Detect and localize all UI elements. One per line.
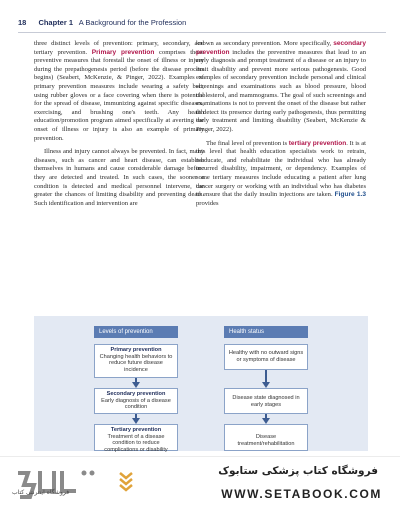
setabook-logo — [14, 463, 106, 507]
status-box-treatment: Disease treatment/rehabilitation — [224, 424, 308, 451]
body-text: known as secondary prevention. More specifically, — [196, 40, 334, 47]
site-footer — [0, 456, 400, 515]
paragraph — [34, 40, 204, 143]
shop-name: فروشگاه کتاب پزشکی ستابوک — [218, 465, 378, 477]
level-desc: Early diagnosis of a disease condition — [101, 397, 171, 411]
key-term: secondary prevention — [196, 40, 366, 56]
body-text: . It is at this level that health education specialists work to retrain, reeducate, and rehabilitate the individual who has already incurred disability, impairment, or dependency. Examples of some tertiary measures include educating a patient after lung cancer surgery or working with an individual who has diabetes to ensure that the daily insulin injections are taken. — [196, 139, 367, 199]
chapter-title: A Background for the Profession — [78, 18, 187, 27]
status-box-healthy: Healthy with no outward signs or symptoms of disease — [224, 344, 308, 370]
secondary-prevention-box — [94, 388, 178, 414]
page-header — [18, 18, 386, 30]
primary-prevention-box — [94, 344, 178, 378]
body-text: provides — [196, 199, 219, 207]
body-text: three distinct levels of prevention: primary, secondary, and tertiary prevention. — [34, 40, 204, 56]
logo-caption: فروشگاه اینترنتی کتاب — [12, 489, 70, 496]
page-number: 18 — [18, 18, 27, 27]
body-text: The final level of prevention is — [206, 139, 289, 147]
level-desc: Treatment of a disease condition to reduce complications or disability — [104, 433, 168, 453]
body-text: Illness and injury cannot always be prevented. In fact, many diseases, such as cancer and heart disease, can establish themselves in humans and cause considerable damage before they are detected and treated. In such cases, the sooner a condition is detected and medical personnel intervene, the greater the chances of limiting disability and preventing death. Such identification and intervention are — [34, 148, 204, 207]
chapter-label: Chapter 1 — [38, 18, 74, 27]
paragraph — [196, 140, 366, 209]
shop-url: WWW.SETABOOK.COM — [221, 487, 382, 501]
status-header: Health status — [224, 326, 308, 338]
level-title: Tertiary prevention — [110, 427, 162, 433]
tertiary-prevention-box — [94, 424, 178, 451]
figure-reference-link[interactable]: Figure 1.3 — [334, 191, 366, 199]
body-text: includes the preventive measures that lead to an early diagnosis and prompt treatment of a disease or an injury to limit disability and prevent more serious pathogenesis. Good examples of secondary prevention include personal and clinical screenings and examinations such as blood pressure, blood cholesterol, and mammograms. The goal of such screenings and examinations is not to prevent the onset of the disease but rather to detect its presence during early pathogenesis, thus permitting early treatment and limiting disability (Seabert, McKenzie & Pinger, 2022). — [196, 48, 366, 133]
book-chevron-icon — [118, 471, 134, 493]
level-desc: Changing health behaviors to reduce future disease incidence — [99, 353, 173, 373]
body-text: comprises those preventive measures that forestall the onset of illness or injury during the prepathogenesis period (before the disease process begins) (Seabert, McKenzie, & Pinger, 2022). Examples of primary prevention measures include wearing a safety belt, using rubber gloves or a face covering when there is potential for the spread of disease, immunizing against specific diseases, exercising, and brushing one's teeth. Any health education/promotion program aimed specifically at averting the onset of illness or injury is also an example of primary prevention. — [34, 48, 205, 142]
figure-levels-of-prevention — [34, 316, 368, 451]
right-text-column — [196, 40, 366, 213]
paragraph — [34, 148, 204, 208]
level-title: Secondary prevention — [106, 391, 166, 397]
key-term: Primary prevention — [91, 48, 155, 56]
header-divider — [18, 32, 386, 33]
paragraph — [196, 40, 366, 135]
levels-header: Levels of prevention — [94, 326, 178, 338]
level-title: Primary prevention — [110, 347, 162, 353]
status-box-early-diagnosis: Disease state diagnosed in early stages — [224, 388, 308, 414]
left-text-column — [34, 40, 204, 213]
key-term: tertiary prevention — [288, 139, 347, 147]
